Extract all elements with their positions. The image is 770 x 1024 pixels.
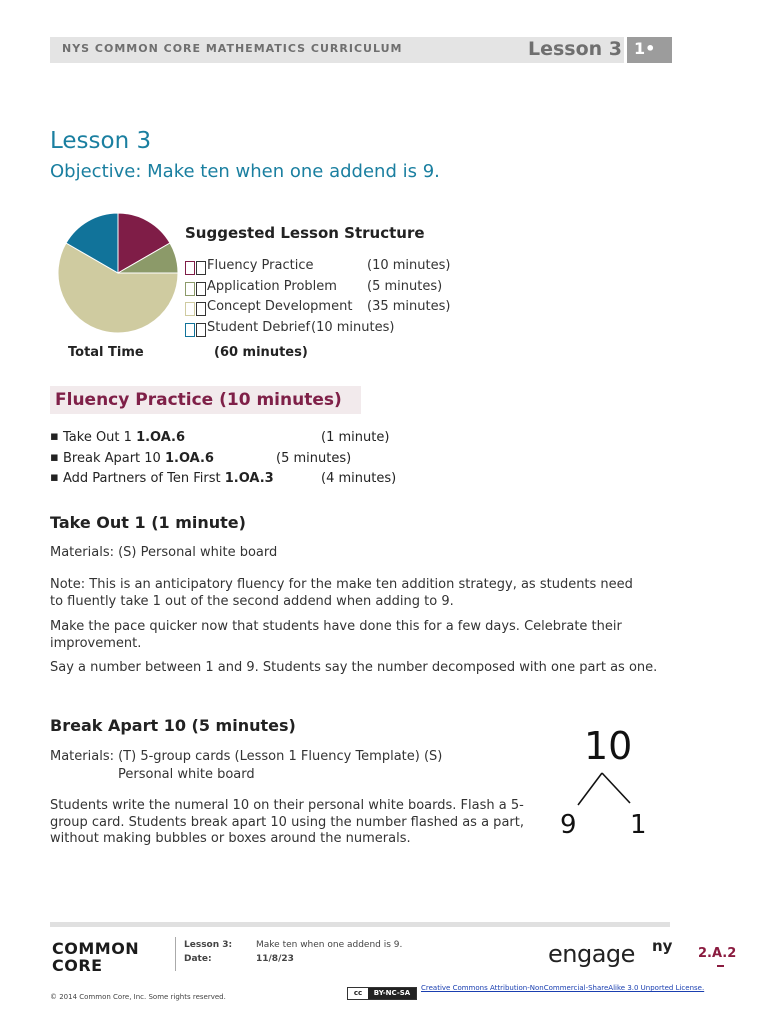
number-bond-sketch xyxy=(556,715,656,855)
total-time-label: Total Time xyxy=(68,345,144,360)
structure-row-label: Application Problem xyxy=(207,278,337,294)
structure-color-square xyxy=(185,302,195,316)
bullet-icon: ▪ xyxy=(50,429,59,444)
structure-square-outline xyxy=(196,302,206,316)
page-code: 2.A.2 xyxy=(698,946,737,961)
fluency-section-title: Fluency Practice (10 minutes) xyxy=(55,390,342,410)
bullet-icon: ▪ xyxy=(50,449,59,465)
header-lesson: Lesson 3 xyxy=(528,38,623,60)
bullet-time: (4 minutes) xyxy=(321,471,397,486)
total-time-value: (60 minutes) xyxy=(214,345,308,360)
sketch-branch-right xyxy=(602,773,630,803)
bullet-standard: 1.OA.3 xyxy=(224,471,274,486)
bullet-standard: 1.OA.6 xyxy=(164,450,214,466)
sketch-branch-left xyxy=(578,773,602,805)
engage-ny-logo: engage xyxy=(548,940,635,968)
page-code-mark xyxy=(717,965,724,967)
footer-lesson-label: Lesson 3: xyxy=(184,940,233,950)
structure-row-time: (5 minutes) xyxy=(367,278,443,294)
copyright: © 2014 Common Core, Inc. Some rights reserved. xyxy=(50,993,226,1001)
take-out-materials: Materials: (S) Personal white board xyxy=(50,545,278,560)
license-link[interactable]: Creative Commons Attribution-NonCommercial-ShareAlike 3.0 Unported License. xyxy=(421,984,705,992)
sketch-part: 9 xyxy=(560,810,577,840)
objective: Objective: Make ten when one addend is 9. xyxy=(50,161,440,182)
engage-ny-superscript: ny xyxy=(652,937,673,955)
break-apart-instructions: Students write the numeral 10 on their personal white boards. Flash a 5-group card. Students break apart 10 using the number flashed as a part, without making bubbles or boxes around the numerals. xyxy=(50,798,524,846)
footer-date-value: 11/8/23 xyxy=(256,954,294,964)
cc-license-badge[interactable] xyxy=(347,987,417,1000)
break-apart-materials-cont: Personal white board xyxy=(118,767,255,782)
lesson-structure-title: Suggested Lesson Structure xyxy=(185,224,425,242)
structure-square-outline xyxy=(196,282,206,296)
structure-row-time: (10 minutes) xyxy=(311,319,395,335)
bullet-text: Break Apart 10 xyxy=(63,450,165,466)
sketch-whole: 10 xyxy=(584,724,633,768)
curriculum-title: NYS COMMON CORE MATHEMATICS CURRICULUM xyxy=(62,42,403,55)
take-out-say: Say a number between 1 and 9. Students say the number decomposed with one part as one. xyxy=(50,660,658,675)
structure-color-square xyxy=(185,261,195,275)
bullet-text: Take Out 1 xyxy=(63,430,137,445)
bullet-icon: ▪ xyxy=(50,470,59,485)
break-apart-materials: Materials: (T) 5-group cards (Lesson 1 Fluency Template) (S) xyxy=(50,749,443,764)
bullet-time: (1 minute) xyxy=(321,430,390,445)
take-out-heading: Take Out 1 (1 minute) xyxy=(50,513,246,532)
structure-row-label: Fluency Practice xyxy=(207,258,314,273)
structure-color-square xyxy=(185,282,195,296)
grade-badge: 1• xyxy=(624,37,672,63)
footer-date-label: Date: xyxy=(184,954,212,964)
lesson-title: Lesson 3 xyxy=(50,128,152,154)
structure-row-label: Student Debrief xyxy=(207,319,311,335)
structure-row-label: Concept Development xyxy=(207,299,353,314)
footer-lesson-value: Make ten when one addend is 9. xyxy=(256,940,403,950)
cc-badge-label: BY-NC-SA xyxy=(368,988,416,999)
structure-color-square xyxy=(185,323,195,337)
take-out-pace: Make the pace quicker now that students have done this for a few days. Celebrate their improvement. xyxy=(50,619,622,651)
structure-square-outline xyxy=(196,323,206,337)
structure-square-outline xyxy=(196,261,206,275)
cc-icon: cc xyxy=(348,988,368,999)
sketch-other-part: 1 xyxy=(630,810,647,840)
break-apart-heading: Break Apart 10 (5 minutes) xyxy=(50,716,296,735)
lesson-structure-pie xyxy=(57,212,179,334)
bullet-time: (5 minutes) xyxy=(276,450,352,466)
bullet-standard: 1.OA.6 xyxy=(136,430,186,445)
footer-rule xyxy=(50,922,670,927)
take-out-note: Note: This is an anticipatory fluency for the make ten addition strategy, as students need to fluently take 1 out of the second addend when adding to 9. xyxy=(50,577,633,609)
bullet-text: Add Partners of Ten First xyxy=(63,471,225,486)
structure-row-time: (10 minutes) xyxy=(367,258,451,273)
footer-divider xyxy=(175,937,176,971)
structure-row-time: (35 minutes) xyxy=(367,299,451,314)
common-core-logo: COMMON CORE xyxy=(52,939,140,975)
